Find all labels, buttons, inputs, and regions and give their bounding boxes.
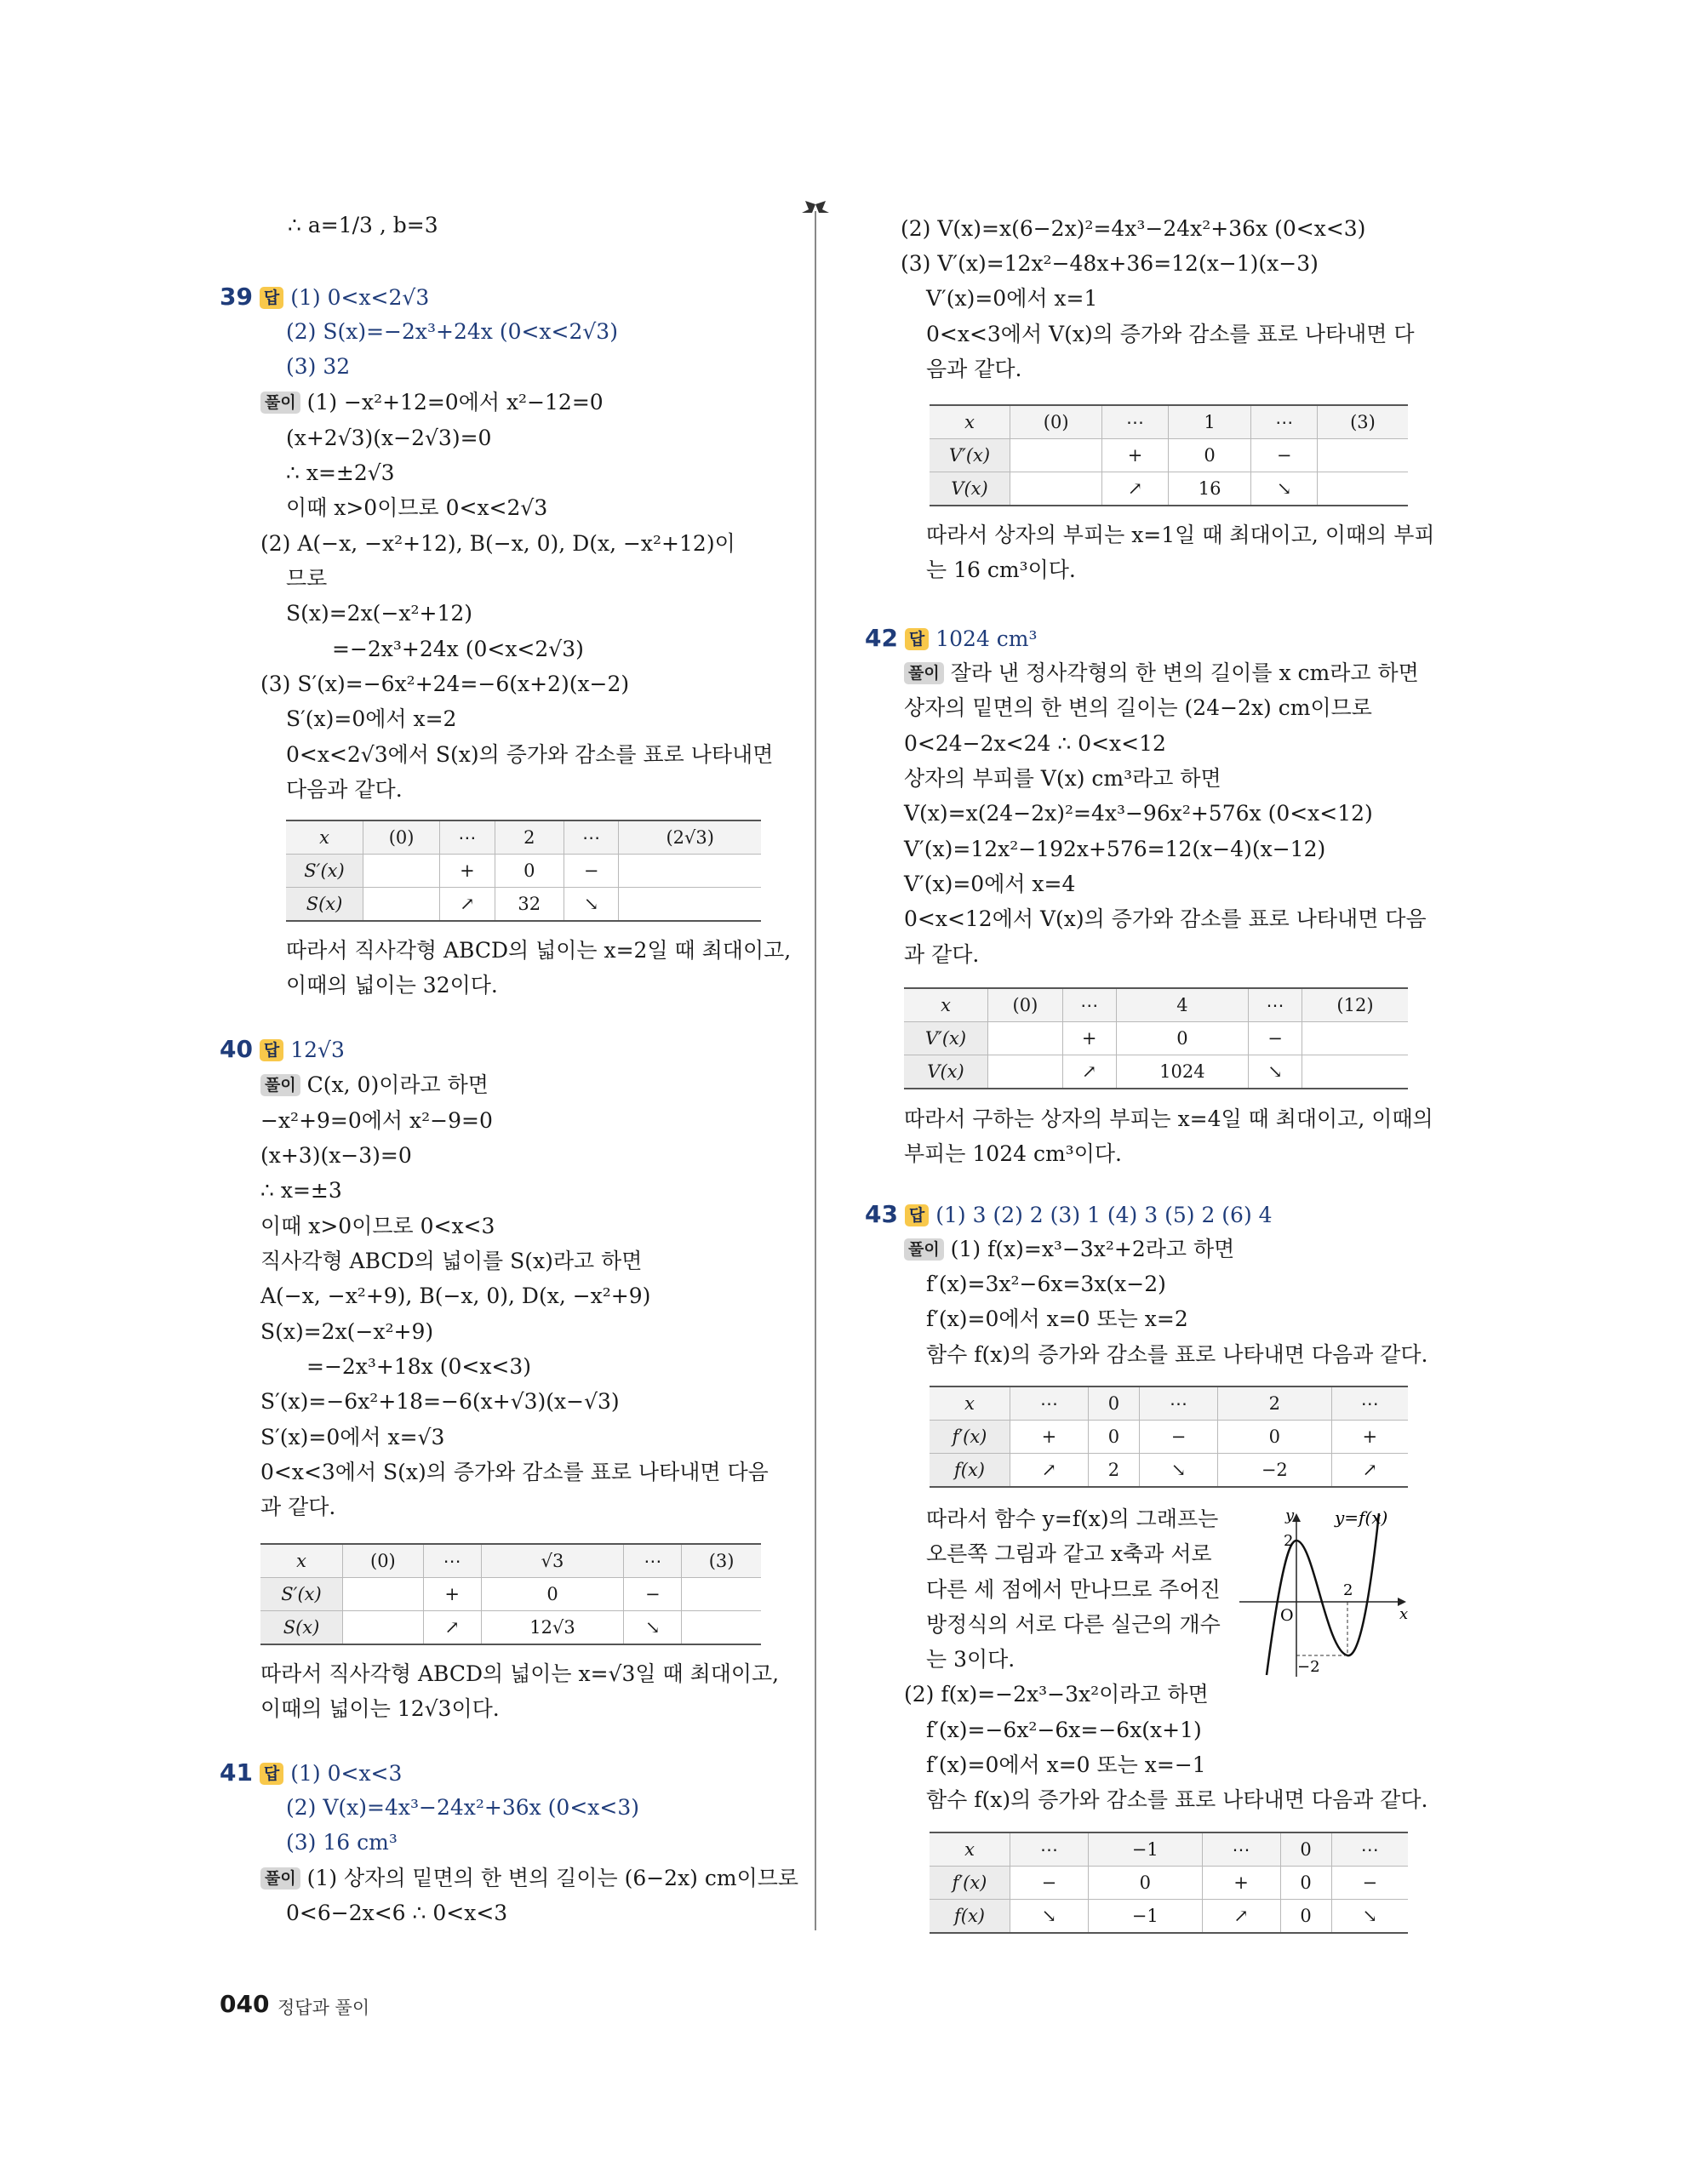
solution-text: 상자의 밑면의 한 변의 길이는 (24−2x) cm이므로 [904, 695, 1372, 720]
solution-text: (1) 상자의 밑면의 한 변의 길이는 (6−2x) cm이므로 [306, 1866, 799, 1890]
solution-text: 과 같다. [260, 1495, 336, 1519]
solution-text: f′(x)=0에서 x=0 또는 x=2 [926, 1306, 1188, 1331]
solution-line [904, 660, 1419, 686]
solution-text: 직사각형 ABCD의 넓이를 S(x)라고 하면 [260, 1249, 643, 1273]
conclusion-text: 이때의 넓이는 32이다. [286, 973, 498, 998]
solution-text: 0<x<3에서 S(x)의 증가와 감소를 표로 나타내면 다음 [260, 1460, 769, 1484]
sign-table-41: x (0) ⋯ 1 ⋯ (3) V′(x) + 0 − V(x) ↗ 16 ↘ [930, 404, 1408, 506]
solution-text: =−2x³+18x (0<x<3) [306, 1354, 532, 1379]
answer-tag: 답 [905, 1204, 929, 1226]
conclusion-text: 부피는 1024 cm³이다. [904, 1141, 1122, 1166]
solution-text: 0<6−2x<6 ∴ 0<x<3 [286, 1901, 508, 1925]
solution-text: 음과 같다. [926, 357, 1022, 381]
sign-table-43-1: x ⋯ 0 ⋯ 2 ⋯ f′(x) + 0 − 0 + f(x) ↗ 2 ↘ −2 ↗ [930, 1386, 1408, 1488]
solution-text: 0<24−2x<24 ∴ 0<x<12 [904, 731, 1166, 756]
solution-text: 과 같다. [904, 942, 980, 967]
solution-text: ∴ x=±3 [260, 1178, 342, 1203]
curve-label: y=f(x) [1335, 1507, 1388, 1528]
solution-text: f′(x)=−6x²−6x=−6x(x+1) [926, 1718, 1202, 1742]
solution-text: V(x)=x(24−2x)²=4x³−96x²+576x (0<x<12) [904, 801, 1373, 826]
solution-line [260, 1866, 798, 1891]
solution-text: 상자의 부피를 V(x) cm³라고 하면 [904, 766, 1221, 791]
solution-text: A(−x, −x²+9), B(−x, 0), D(x, −x²+9) [260, 1284, 651, 1308]
problem-number: 42 [865, 624, 898, 652]
solution-text: S′(x)=−6x²+18=−6(x+√3)(x−√3) [260, 1389, 620, 1414]
answer-text: 12√3 [290, 1038, 345, 1062]
answer-text: 1024 cm³ [935, 626, 1038, 651]
solution-text: 0<x<12에서 V(x)의 증가와 감소를 표로 나타내면 다음 [904, 906, 1427, 931]
problem-number: 40 [220, 1035, 253, 1063]
solution-tag: 풀이 [260, 1867, 300, 1890]
graph-text: 따라서 함수 y=f(x)의 그래프는 [926, 1507, 1219, 1531]
solution-text: 함수 f(x)의 증가와 감소를 표로 나타내면 다음과 같다. [926, 1787, 1428, 1812]
conclusion-text: 따라서 구하는 상자의 부피는 x=4일 때 최대이고, 이때의 [904, 1106, 1433, 1131]
solution-text: (1) −x²+12=0에서 x²−12=0 [306, 390, 604, 415]
solution-text: V′(x)=0에서 x=1 [926, 286, 1098, 311]
answer-tag: 답 [905, 628, 929, 650]
problem-number: 41 [220, 1758, 253, 1787]
conclusion-text: 따라서 직사각형 ABCD의 넓이는 x=√3일 때 최대이고, [260, 1661, 780, 1686]
y-label: y [1285, 1507, 1295, 1524]
min-value-label: −2 [1297, 1658, 1320, 1676]
solution-text: (3) V′(x)=12x²−48x+36=12(x−1)(x−3) [901, 251, 1319, 276]
sign-table-43-2: x ⋯ −1 ⋯ 0 ⋯ f′(x) − 0 + 0 − f(x) ↘ −1 ↗ 0 ↘ [930, 1832, 1408, 1934]
solution-text: S(x)=2x(−x²+9) [260, 1319, 434, 1344]
cubic-graph [1233, 1507, 1411, 1685]
answer-text: (1) 3 (2) 2 (3) 1 (4) 3 (5) 2 (6) 4 [935, 1203, 1273, 1227]
answer-text: (2) S(x)=−2x³+24x (0<x<2√3) [286, 319, 618, 344]
sign-table-40: x (0) ⋯ √3 ⋯ (3) S′(x) + 0 − S(x) ↗ 12√3 ↘ [260, 1543, 761, 1645]
solution-text: 함수 f(x)의 증가와 감소를 표로 나타내면 다음과 같다. [926, 1342, 1428, 1367]
solution-text: 이때 x>0이므로 0<x<3 [260, 1214, 495, 1238]
answer-text: (3) 32 [286, 354, 351, 379]
problem-number: 43 [865, 1200, 898, 1228]
graph-text: 는 3이다. [926, 1647, 1015, 1672]
solution-text: S′(x)=0에서 x=2 [286, 706, 457, 731]
answer-text: (2) V(x)=4x³−24x²+36x (0<x<3) [286, 1795, 639, 1820]
solution-text: C(x, 0)이라고 하면 [306, 1072, 489, 1097]
solution-text: (x+2√3)(x−2√3)=0 [286, 426, 492, 450]
x-label: x [1399, 1605, 1409, 1623]
solution-text: 다음과 같다. [286, 777, 403, 802]
solution-text: (3) S′(x)=−6x²+24=−6(x+2)(x−2) [260, 672, 630, 696]
solution-text: f′(x)=0에서 x=0 또는 x=−1 [926, 1752, 1206, 1777]
sign-table-42: x (0) ⋯ 4 ⋯ (12) V′(x) + 0 − V(x) ↗ 1024 ↘ [904, 987, 1408, 1089]
solution-text: S′(x)=0에서 x=√3 [260, 1425, 445, 1449]
solution-tag: 풀이 [904, 1238, 944, 1261]
problem-42-answer [865, 626, 1038, 652]
graph-text: 오른쪽 그림과 같고 x축과 서로 [926, 1541, 1212, 1566]
solution-text: (2) V(x)=x(6−2x)²=4x³−24x²+36x (0<x<3) [901, 216, 1366, 241]
solution-line [260, 1072, 489, 1098]
column-divider [815, 211, 816, 1930]
solution-line [260, 390, 604, 415]
solution-text: S(x)=2x(−x²+12) [286, 601, 473, 626]
problem-40-answer [220, 1037, 345, 1063]
solution-text: =−2x³+24x (0<x<2√3) [332, 637, 584, 661]
solution-text: −x²+9=0에서 x²−9=0 [260, 1108, 493, 1133]
conclusion-text: 따라서 직사각형 ABCD의 넓이는 x=2일 때 최대이고, [286, 938, 792, 963]
solution-text: V′(x)=0에서 x=4 [904, 872, 1076, 896]
graph-text: 방정식의 서로 다른 실근의 개수 [926, 1612, 1221, 1637]
answer-tag: 답 [260, 1763, 283, 1785]
solution-text: 0<x<3에서 V(x)의 증가와 감소를 표로 나타내면 다 [926, 322, 1415, 346]
conclusion-text: 따라서 상자의 부피는 x=1일 때 최대이고, 이때의 부피 [926, 523, 1435, 547]
solution-tag: 풀이 [260, 1074, 300, 1096]
answer-text: (1) 0<x<2√3 [290, 285, 430, 310]
solution-text: (2) f(x)=−2x³−3x²이라고 하면 [904, 1682, 1209, 1707]
solution-text: (1) f(x)=x³−3x²+2라고 하면 [950, 1237, 1235, 1261]
top-line: ∴ a=1/3 , b=3 [288, 213, 438, 237]
conclusion-text: 는 16 cm³이다. [926, 557, 1076, 582]
solution-text: (x+3)(x−3)=0 [260, 1143, 412, 1168]
solution-tag: 풀이 [260, 392, 300, 414]
origin-label: O [1280, 1606, 1294, 1625]
solution-text: ∴ x=±2√3 [286, 460, 395, 485]
answer-text: (1) 0<x<3 [290, 1761, 403, 1786]
page-number: 040 [220, 1990, 270, 2018]
solution-line [904, 1237, 1234, 1262]
solution-text: 이때 x>0이므로 0<x<2√3 [286, 495, 548, 520]
answer-tag: 답 [260, 287, 283, 309]
answer-text: (3) 16 cm³ [286, 1830, 398, 1855]
y-value-label: 2 [1284, 1532, 1294, 1550]
problem-43-answer [865, 1202, 1273, 1228]
answer-tag: 답 [260, 1039, 283, 1061]
problem-39-answer [220, 284, 429, 311]
solution-text: 0<x<2√3에서 S(x)의 증가와 감소를 표로 나타내면 [286, 742, 774, 767]
conclusion-text: 이때의 넓이는 12√3이다. [260, 1696, 500, 1721]
footer-label: 정답과 풀이 [277, 1998, 370, 2018]
x-value-label: 2 [1343, 1581, 1353, 1599]
problem-41-answer [220, 1760, 402, 1787]
graph-text: 다른 세 점에서 만나므로 주어진 [926, 1577, 1221, 1602]
solution-text: (2) A(−x, −x²+12), B(−x, 0), D(x, −x²+12)이 [260, 531, 735, 556]
problem-number: 39 [220, 283, 253, 311]
solution-text: V′(x)=12x²−192x+576=12(x−4)(x−12) [904, 837, 1326, 861]
solution-text: 잘라 낸 정사각형의 한 변의 길이를 x cm라고 하면 [950, 660, 1419, 685]
solution-text: f′(x)=3x²−6x=3x(x−2) [926, 1272, 1166, 1296]
divider-ornament-icon [798, 201, 832, 223]
sign-table-39: x (0) ⋯ 2 ⋯ (2√3) S′(x) + 0 − S(x) ↗ 32 ↘ [286, 820, 761, 922]
solution-text: 므로 [286, 566, 328, 591]
solution-tag: 풀이 [904, 662, 944, 684]
